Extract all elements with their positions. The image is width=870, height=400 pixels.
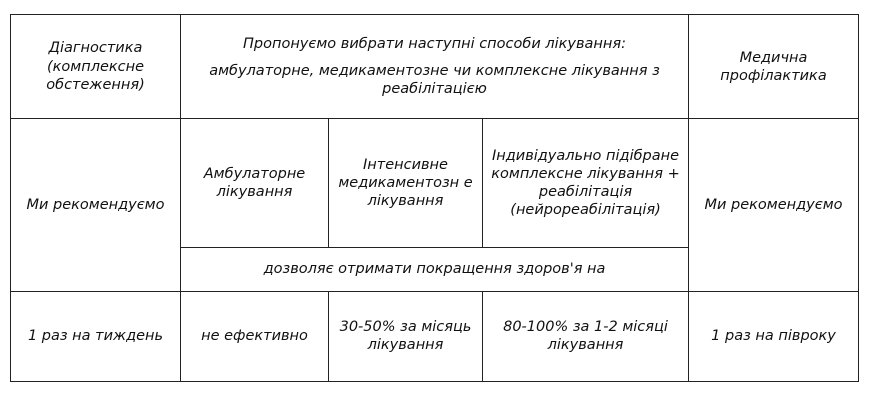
treatment-header-cell bbox=[181, 15, 689, 119]
options-row bbox=[11, 119, 859, 247]
improvement-note-cell bbox=[181, 247, 689, 291]
recommend-right: Ми рекомендуємо bbox=[704, 196, 843, 213]
intensive-result-cell bbox=[329, 291, 483, 381]
recommend-left: Ми рекомендуємо bbox=[26, 196, 165, 213]
treatment-header-line2: амбулаторне, медикаментозне чи комплексне лікування з реабілітацією bbox=[209, 62, 660, 97]
prevention-frequency-cell bbox=[689, 291, 859, 381]
outpatient-option-cell bbox=[181, 119, 329, 247]
prevention-header-cell bbox=[689, 15, 859, 119]
diagnostics-frequency: 1 раз на тиждень bbox=[27, 328, 164, 345]
recommend-left-cell bbox=[11, 119, 181, 291]
prevention-header: Медична профілактика bbox=[720, 49, 827, 84]
diagnostics-header: Діагностика (комплексне обстеження) bbox=[46, 40, 145, 93]
prevention-frequency: 1 раз на півроку bbox=[711, 328, 836, 345]
header-row bbox=[11, 15, 859, 119]
individual-result-cell bbox=[483, 291, 689, 381]
diagnostics-header-cell bbox=[11, 15, 181, 119]
individual-result: 80-100% за 1-2 місяці лікування bbox=[503, 319, 668, 354]
treatment-table bbox=[10, 14, 859, 382]
improvement-note: дозволяє отримати покращення здоров'я на bbox=[263, 261, 606, 278]
results-row bbox=[11, 291, 859, 381]
diagnostics-frequency-cell bbox=[11, 291, 181, 381]
individual-option: Індивідуально підібране комплексне лікування + реабілітація (нейрореабілітація) bbox=[491, 147, 680, 219]
intensive-option: Інтенсивне медикаментозн е лікування bbox=[338, 156, 473, 210]
individual-option-cell bbox=[483, 119, 689, 247]
intensive-result: 30-50% за місяць лікування bbox=[339, 319, 472, 354]
outpatient-result: не ефективно bbox=[201, 328, 308, 345]
outpatient-option: Амбулаторне лікування bbox=[203, 165, 306, 200]
outpatient-result-cell bbox=[181, 291, 329, 381]
treatment-header-line1: Пропонуємо вибрати наступні способи лікування: bbox=[243, 36, 626, 53]
intensive-option-cell bbox=[329, 119, 483, 247]
recommend-right-cell bbox=[689, 119, 859, 291]
